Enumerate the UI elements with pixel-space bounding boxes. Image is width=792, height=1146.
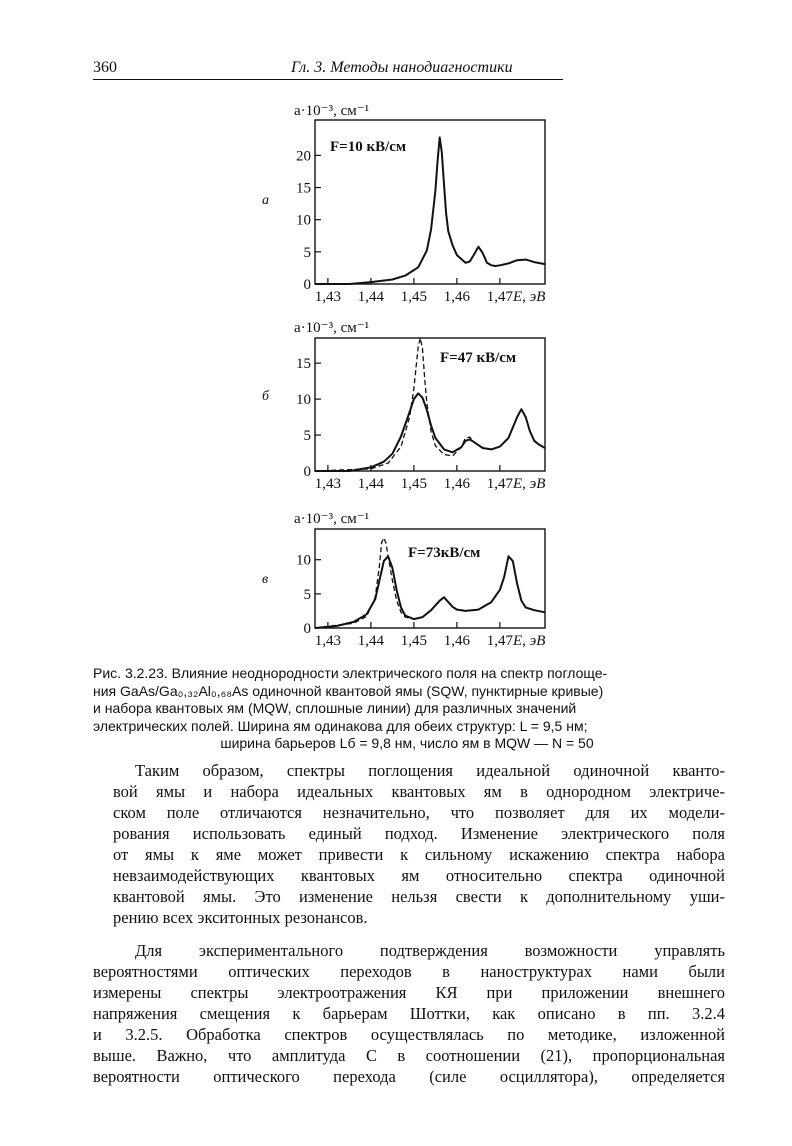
x-tick-label: 1,44 xyxy=(357,633,385,649)
y-tick-label: 5 xyxy=(303,428,311,445)
field-label: F=73кВ/см xyxy=(408,545,481,561)
x-tick-label: 1,44 xyxy=(357,289,385,305)
panel-b-letter: б xyxy=(262,389,270,404)
x-axis-label: E, эВ xyxy=(513,476,546,492)
panel-a-ylabel: a·10⁻³, см⁻¹ xyxy=(294,103,370,119)
text-line: Для экспериментального подтверждения возможности управлять xyxy=(135,941,725,960)
text-line: рению всех экситонных резонансов. xyxy=(113,908,368,927)
text-line: квантовой ямы. Это изменение нельзя свести к дополнительному уши- xyxy=(113,887,725,906)
paragraph xyxy=(93,940,725,1087)
x-tick-label: 1,47 xyxy=(486,289,513,305)
paragraph xyxy=(115,760,725,928)
y-tick-label: 0 xyxy=(303,464,311,480)
caption-line: и набора квантовых ям (MQW, сплошные линии) для различных значений xyxy=(93,700,577,716)
caption-line: электрических полей. Ширина ям одинакова для обеих структур: L = 9,5 нм; xyxy=(93,717,588,734)
figure-caption xyxy=(93,665,721,753)
x-axis-label: E, эВ xyxy=(513,289,546,305)
y-tick-label: 5 xyxy=(303,244,311,261)
x-tick-label: 1,46 xyxy=(443,289,470,305)
text-line: вой ямы и набора идеальных квантовых ям в однородном электриче- xyxy=(113,782,725,801)
chart-panel-c xyxy=(296,529,545,649)
x-tick-label: 1,45 xyxy=(400,289,428,305)
chart-panel-a xyxy=(296,120,545,305)
running-title: Гл. 3. Методы нанодиагностики xyxy=(291,59,513,76)
y-tick-label: 10 xyxy=(296,392,311,409)
x-tick-label: 1,43 xyxy=(314,633,342,649)
panel-c-letter: в xyxy=(262,572,269,587)
text-line: измерены спектры электроотражения КЯ при приложении внешнего xyxy=(93,983,725,1002)
page-number: 360 xyxy=(93,59,117,76)
text-line: напряжения смещения к барьерам Шоттки, как описано в пп. 3.2.4 xyxy=(93,1004,725,1023)
mqw-solid-curve xyxy=(315,556,545,628)
text-line: невзаимодействующих квантовых ям относительно спектра одиночной xyxy=(113,866,725,885)
plot-frame xyxy=(315,529,545,628)
x-tick-label: 1,44 xyxy=(357,476,385,492)
text-line: выше. Важно, что амплитуда C в соотношении (21), пропорциональная xyxy=(93,1046,725,1065)
x-tick-label: 1,45 xyxy=(400,476,428,492)
field-label: F=10 кВ/см xyxy=(330,139,407,155)
caption-line: Рис. 3.2.23. Влияние неоднородности электрического поля на спектр поглоще- xyxy=(93,665,608,681)
x-tick-label: 1,47 xyxy=(486,633,513,649)
x-tick-label: 1,43 xyxy=(314,289,342,305)
field-label: F=47 кВ/см xyxy=(440,350,517,366)
y-tick-label: 5 xyxy=(303,586,311,603)
y-tick-label: 15 xyxy=(296,180,311,197)
panel-c-ylabel: a·10⁻³, см⁻¹ xyxy=(294,511,370,527)
text-line: ском поле отличаются незначительно, что позволяет для их модели- xyxy=(113,803,725,822)
body-text xyxy=(93,760,725,1087)
text-line: Таким образом, спектры поглощения идеальной одиночной кванто- xyxy=(135,761,725,780)
x-tick-label: 1,46 xyxy=(443,476,470,492)
y-tick-label: 10 xyxy=(296,212,311,229)
caption-line: ния GaAs/Ga₀,₃₂Al₀,₆₈As одиночной квантовой ямы (SQW, пунктирные кривые) xyxy=(93,682,604,699)
text-line: от ямы к яме может привести к сильному искажению спектра набора xyxy=(113,845,725,864)
y-tick-label: 15 xyxy=(296,356,311,373)
x-tick-label: 1,45 xyxy=(400,633,428,649)
text-line: вероятности оптического перехода (силе осциллятора), определяется xyxy=(93,1067,725,1086)
y-tick-label: 10 xyxy=(296,552,311,569)
chart-panel-b xyxy=(296,338,545,492)
y-tick-label: 0 xyxy=(303,621,311,637)
x-tick-label: 1,46 xyxy=(443,633,470,649)
caption-line: ширина барьеров Lб = 9,8 нм, число ям в MQW — N = 50 xyxy=(220,735,594,751)
y-tick-label: 0 xyxy=(303,277,311,293)
mqw-solid-curve xyxy=(315,393,545,471)
mqw-solid-curve xyxy=(315,137,545,284)
x-tick-label: 1,47 xyxy=(486,476,513,492)
panel-a-letter: а xyxy=(262,193,269,208)
x-tick-label: 1,43 xyxy=(314,476,342,492)
panel-b-ylabel: a·10⁻³, см⁻¹ xyxy=(294,320,370,336)
text-line: вероятностями оптических переходов в наноструктурах нами были xyxy=(93,962,725,981)
text-line: рования использовать единый подход. Изменение электрического поля xyxy=(113,824,725,843)
text-line: и 3.2.5. Обработка спектров осуществлялась по методике, изложенной xyxy=(93,1025,725,1044)
x-axis-label: E, эВ xyxy=(513,633,546,649)
y-tick-label: 20 xyxy=(296,148,311,165)
